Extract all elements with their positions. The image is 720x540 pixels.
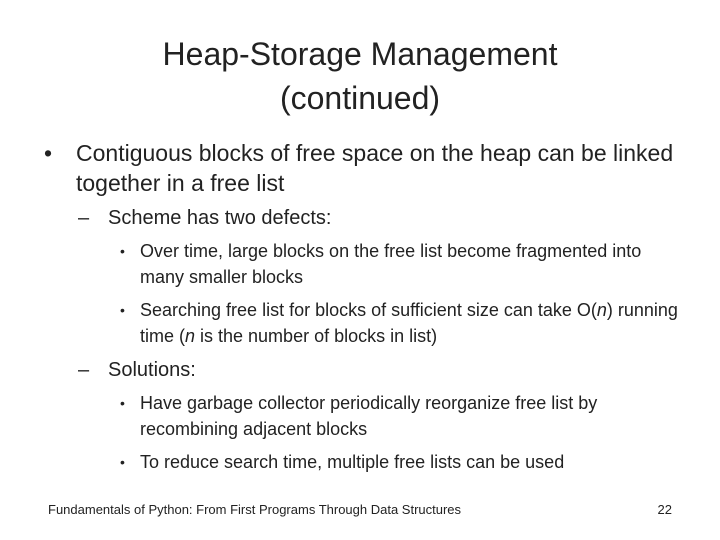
main-bullet	[44, 138, 674, 198]
sub-bullet-solutions	[78, 357, 678, 383]
main-bullet-text: Contiguous blocks of free space on the heap can be linked together in a free list	[76, 140, 674, 196]
footer-page-number: 22	[657, 502, 672, 517]
bullet-icon: •	[44, 140, 53, 166]
text-part: ) running time (	[140, 300, 678, 346]
bullet-icon: •	[120, 454, 125, 470]
defect-item-search-time	[120, 297, 680, 349]
bullet-icon: •	[120, 395, 125, 411]
variable-n: n	[185, 326, 196, 346]
solution-item-recombine-text: Have garbage collector periodically reorganize free list by recombining adjacent blocks	[140, 393, 598, 439]
slide-title-line2: (continued)	[279, 80, 441, 116]
bullet-icon: •	[120, 302, 125, 318]
solution-item-multiple-lists	[120, 449, 680, 475]
text-part: is the number of blocks in list)	[195, 326, 438, 346]
slide-title	[0, 32, 720, 120]
sub-bullet-defects	[78, 205, 678, 231]
sub-bullet-defects-text: Scheme has two defects:	[108, 207, 332, 229]
defect-item-fragmentation	[120, 238, 680, 290]
text-part: Searching free list for blocks of sufficient size can take O(	[140, 300, 597, 320]
solution-item-recombine	[120, 390, 680, 442]
variable-n: n	[596, 300, 607, 320]
solution-item-multiple-lists-text: To reduce search time, multiple free lists can be used	[140, 452, 565, 472]
dash-icon: –	[78, 207, 90, 229]
defect-item-fragmentation-text: Over time, large blocks on the free list become fragmented into many smaller blocks	[140, 241, 642, 287]
footer-course-title: Fundamentals of Python: From First Programs Through Data Structures	[48, 502, 462, 517]
slide-title-line1: Heap-Storage Management	[162, 36, 558, 72]
defect-item-search-time-text	[140, 297, 680, 349]
dash-icon: –	[78, 359, 90, 381]
sub-bullet-solutions-text: Solutions:	[108, 359, 196, 381]
bullet-icon: •	[120, 243, 125, 259]
